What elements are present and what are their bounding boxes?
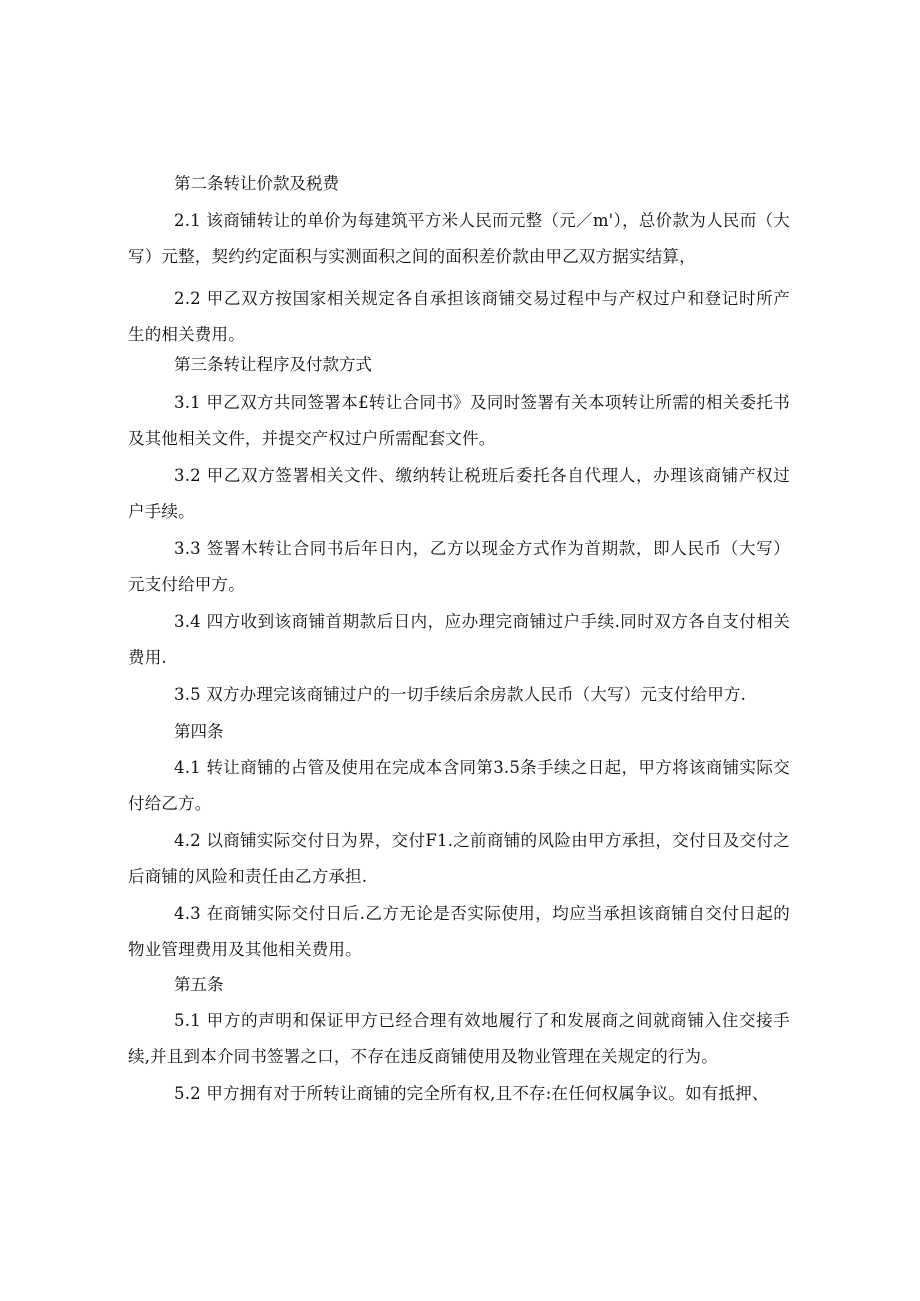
heading-article-3: 第三条转让程序及付款方式 <box>174 355 372 374</box>
clause-4-2: 4.2 以商铺实际交付日为界，交付F1.之前商铺的风险由甲方承担，交付日及交付之后商铺的风险和责任由乙方承担. <box>128 831 790 886</box>
heading-article-4: 第四条 <box>174 722 224 741</box>
clause-5-1: 5.1 甲方的声明和保证甲方已经合理有效地履行了和发展商之间就商铺入住交接手续,并且到本介同书签署之口，不存在违反商铺使用及物业管理在关规定的行为。 <box>128 1011 790 1066</box>
clause-5-2: 5.2 甲方拥有对于所转让商铺的完全所有权,且不存:在任何权属争议。如有抵押、 <box>174 1084 769 1103</box>
clause-2-1: 2.1 该商铺转让的单价为每建筑平方米人民而元整（元／m'），总价款为人民而（大写）元整，契约约定面积与实测面积之间的面积差价款由甲乙双方据实结算， <box>128 211 790 266</box>
clause-4-3: 4.3 在商铺实际交付日后.乙方无论是否实际使用，均应当承担该商铺自交付日起的物业管理费用及其他相关费用。 <box>128 904 790 959</box>
clause-3-1: 3.1 甲乙双方共同签署本£转让合同书》及同时签署有关本项转让所需的相关委托书及其他相关文件，并提交产权过户所需配套文件。 <box>128 393 790 448</box>
clause-3-5: 3.5 双方办理完该商铺过户的一切手续后余房款人民币（大写）元支付给甲方. <box>174 685 747 704</box>
clause-3-4: 3.4 四方收到该商铺首期款后日内，应办理完商铺过户手续.同时双方各自支付相关费用. <box>128 612 790 667</box>
heading-article-2: 第二条转让价款及税费 <box>174 174 339 193</box>
clause-3-2: 3.2 甲乙双方签署相关文件、缴纳转让税班后委托各自代理人，办理该商铺产权过户手续。 <box>128 466 790 521</box>
heading-article-5: 第五条 <box>174 975 224 994</box>
clause-2-2: 2.2 甲乙双方按国家相关规定各自承担该商铺交易过程中与产权过户和登记时所产生的相关费用。 <box>128 289 790 344</box>
clause-3-3: 3.3 签署木转让合同书后年日内，乙方以现金方式作为首期款，即人民币（大写）元支付给甲方。 <box>128 539 790 594</box>
clause-4-1: 4.1 转让商铺的占管及使用在完成本含同第3.5条手续之日起，甲方将该商铺实际交付给乙方。 <box>128 758 790 813</box>
